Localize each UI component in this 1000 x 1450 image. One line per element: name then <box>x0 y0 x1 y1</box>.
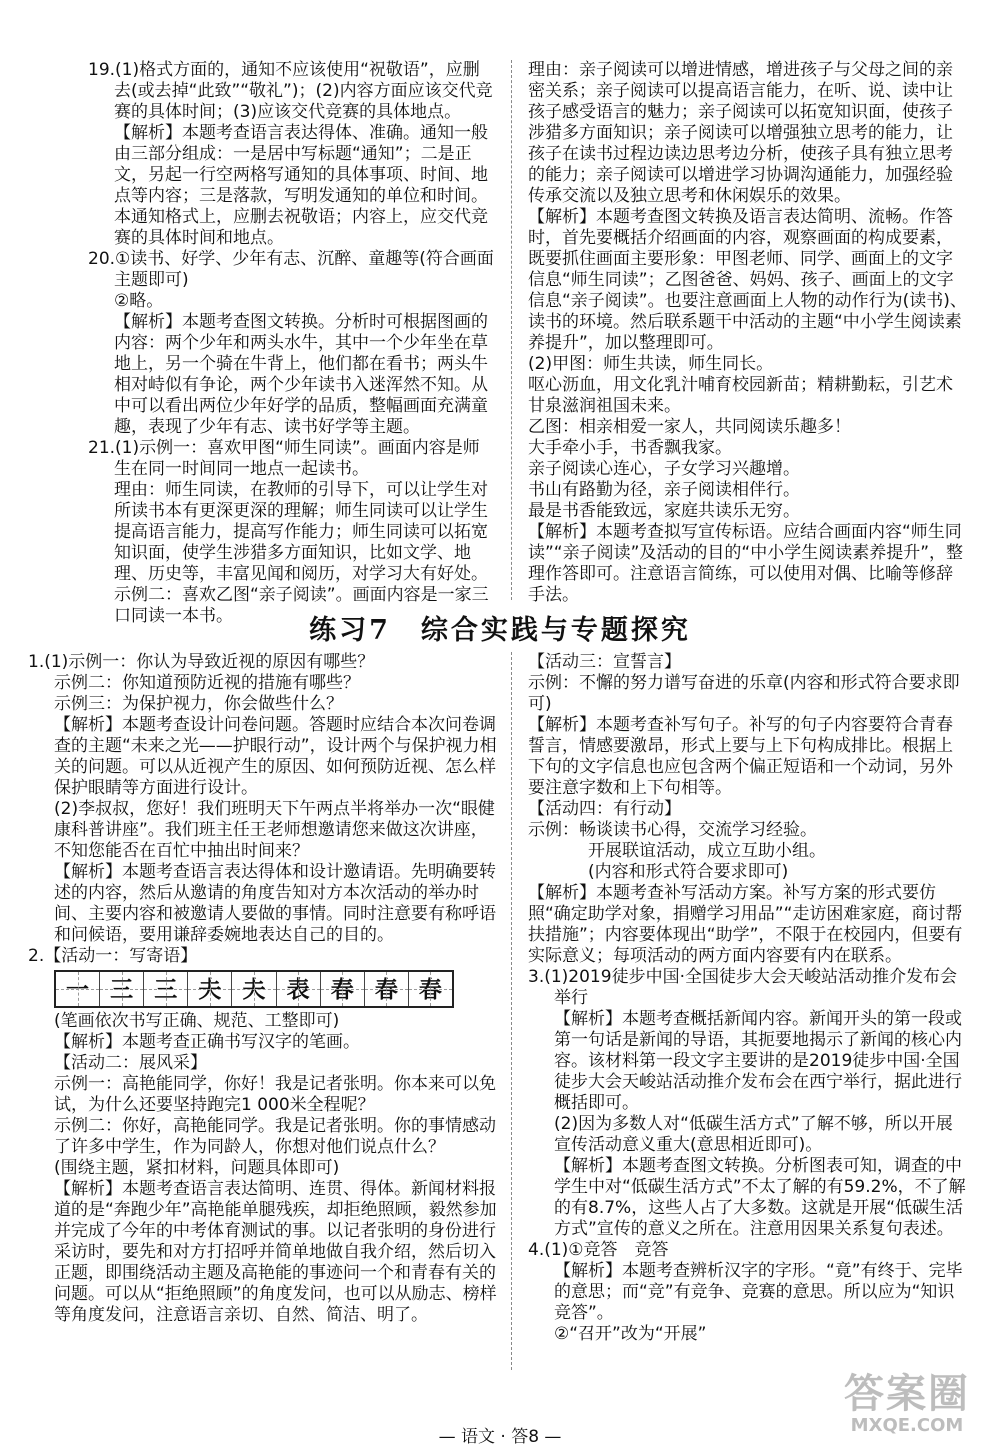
q1-example-1: 1.(1)示例一：你认为导致近视的原因有哪些？ <box>28 652 375 672</box>
stroke-cell: 表 <box>277 972 321 1006</box>
q1-example-3: 示例三：为保护视力，你会做些什么？ <box>54 694 343 714</box>
stroke-cell: 夫 <box>232 972 276 1006</box>
activity-2-note: (围绕主题，紧扣材料，问题具体即可) <box>54 1158 340 1178</box>
q21-reason-2: 理由：亲子阅读可以增进情感，增进孩子与父母之间的亲密关系；亲子阅读可以提高语言能力，在听、说、读中让孩子感受语言的魅力；亲子阅读可以拓宽知识面，使孩子涉猎多方面知识；亲子阅读可以增强独立思考的能力，让孩子在读书过程边读边思考边分析，使孩子具有独立思考的能力；亲子阅读可以增进学习协调沟通能力，加强经验传承交流以及独立思考和休闲娱乐的效果。 <box>528 60 953 206</box>
column-divider-bottom <box>511 652 512 1370</box>
activity-4-analysis: 【解析】本题考查补写活动方案。补写方案的形式要仿照“确定助学对象，捐赠学习用品”“走访困难家庭，商讨帮扶措施”；内容要体现出“助学”，不限于在校园内，但要有实际意义；每项活动的两方面内容要有内在联系。 <box>528 883 963 966</box>
q3-answer: 3.(1)2019徒步中国·全国徒步大会天峻站活动推介发布会举行 <box>528 967 957 1008</box>
activity-2-example-2: 示例二：你好，高艳能同学。我是记者张明。你的事情感动了许多中学生，作为同龄人，你想对他们说点什么？ <box>54 1116 496 1157</box>
slogan-3: 大手牵小手，书香飘我家。 <box>528 438 732 458</box>
q21-example2: 示例二：喜欢乙图“亲子阅读”。画面内容是一家三口同读一本书。 <box>114 585 489 626</box>
q20-answer-2: ②略。 <box>114 291 164 311</box>
q21-analysis: 【解析】本题考查图文转换及语言表达简明、流畅。作答时，首先要概括介绍画面的内容，观察画面的构成要素，既要抓住画面主要形象：甲图老师、同学、画面上的文字信息“师生同读”；乙图爸爸、妈妈、孩子、画面上的文字信息“亲子阅读”。也要注意画面上人物的动作行为(读书)、读书的环境。然后联系题干中活动的主题“中小学生阅读素养提升”，加以整理即可。 <box>528 207 967 353</box>
q20-analysis: 【解析】本题考查图文转换。分析时可根据图画的内容：两个少年和两头水牛，其中一个少年坐在草地上，另一个骑在牛背上，他们都在看书；两头牛相对峙似有争论，两个少年读书入迷浑然不知。从中可以看出两位少年好学的品质，整幅画面充满童趣，表现了少年有志、读书好学等主题。 <box>114 312 488 437</box>
q1-example-2: 示例二：你知道预防近视的措施有哪些？ <box>54 673 360 693</box>
activity-3-analysis: 【解析】本题考查补写句子。补写的句子内容要符合青春誓言，情感要激昂，形式上要与上下句构成排比。根据上下句的文字信息也应包含两个偏正短语和一个动词，另外要注意字数和上下句相等。 <box>528 715 953 798</box>
stroke-cell: 三 <box>144 972 188 1006</box>
stroke-note: (笔画依次书写正确、规范、工整即可) <box>54 1011 340 1031</box>
stroke-order-grid <box>54 970 454 1008</box>
q1-invitation-analysis: 【解析】本题考查语言表达得体和设计邀请语。先明确要转述的内容，然后从邀请的角度告知对方本次活动的举办时间、主要内容和被邀请人要做的事情。同时注意要有称呼语和问候语，要用谦辞委婉地表达自己的目的。 <box>54 862 496 945</box>
q1-invitation: (2)李叔叔，您好！我们班明天下午两点半将举办一次“眼健康科普讲座”。我们班主任王老师想邀请您来做这次讲座，不知您能否在百忙中抽出时间来？ <box>54 799 495 861</box>
activity-2-analysis: 【解析】本题考查语言表达简明、连贯、得体。新闻材料报道的是“奔跑少年”高艳能单腿残疾，却拒绝照顾，毅然参加并完成了今年的中考体育测试的事。以记者张明的身份进行采访时，要先和对方打招呼并简单地做自我介绍，然后切入正题，即围绕活动主题及高艳能的事迹问一个和青春有关的问题。可以从“拒绝照顾”的角度发问，也可以从励志、榜样等角度发问，注意语言亲切、自然、简洁、明了。 <box>54 1179 497 1325</box>
stroke-cell: 春 <box>365 972 409 1006</box>
activity-4-heading: 【活动四：有行动】 <box>528 799 681 819</box>
column-bottom-right <box>528 652 968 1345</box>
q4-analysis: 【解析】本题考查辨析汉字的字形。“竟”有终于、完毕的意思；而“竞”有竞争、竞赛的意思。所以应为“知识竞答”。 <box>554 1261 963 1323</box>
column-top-left <box>88 60 496 627</box>
stroke-cell: 春 <box>321 972 365 1006</box>
stroke-cell: 夫 <box>188 972 232 1006</box>
q20-answer: 20.①读书、好学、少年有志、沉醉、童趣等(符合画面主题即可) <box>88 249 494 290</box>
column-bottom-left <box>28 652 498 1326</box>
activity-3-heading: 【活动三：宣誓言】 <box>528 652 681 672</box>
stroke-cell: 三 <box>100 972 144 1006</box>
q3-analysis-2: 【解析】本题考查图文转换。分析图表可知，调查的中学生中对“低碳生活方式”不太了解的有59.2%，不了解的有8.7%，这些人占了大多数。这就是开展“低碳生活方式”宣传的意义之所在。注意用因果关系复句表述。 <box>554 1156 966 1239</box>
q19-answer: 19.(1)格式方面的，通知不应该使用“祝敬语”，应删去(或去掉“此致”“敬礼”)；(2)内容方面应该交代竞赛的具体时间；(3)应该交代竞赛的具体地点。 <box>88 60 493 122</box>
slogan-4: 亲子阅读心连心，子女学习兴趣增。 <box>528 459 800 479</box>
section-title: 练习7 综合实践与专题探究 <box>309 615 691 646</box>
stroke-analysis: 【解析】本题考查正确书写汉字的笔画。 <box>54 1032 360 1052</box>
q2-activity-1: 2.【活动一：写寄语】 <box>28 946 198 966</box>
watermark-logo-text: 答案圈 <box>844 1371 970 1417</box>
watermark-logo <box>832 1372 982 1442</box>
column-divider-top <box>511 60 512 600</box>
activity-3-example: 示例：不懈的努力谱写奋进的乐章(内容和形式符合要求即可) <box>528 673 960 714</box>
watermark-url: MXQE.COM <box>850 1415 964 1436</box>
stroke-cell: 一 <box>56 972 100 1006</box>
slogan-analysis: 【解析】本题考查拟写宣传标语。应结合画面内容“师生同读”“亲子阅读”及活动的目的“中小学生阅读素养提升”，整理作答即可。注意语言简练，可以使用对偶、比喻等修辞手法。 <box>528 522 964 605</box>
stroke-cell: 春 <box>409 972 452 1006</box>
q19-analysis: 【解析】本题考查语言表达得体、准确。通知一般由三部分组成：一是居中写标题“通知”；二是正文，另起一行空两格写通知的具体事项、时间、地点等内容；三是落款，写明发通知的单位和时间。本通知格式上，应删去祝敬语；内容上，应交代竞赛的具体时间和地点。 <box>114 123 488 248</box>
activity-4-example: 示例：畅谈读书心得，交流学习经验。 <box>528 820 817 840</box>
q21-part2: (2)甲图：师生共读，师生同长。 <box>528 354 774 374</box>
q21-reason: 理由：师生同读，在教师的引导下，可以让学生对所读书本有更深更深的理解；师生同读可以让学生提高语言能力，提高写作能力；师生同读可以拓宽知识面，使学生涉猎多方面知识，比如文学、地理、历史等，丰富见闻和阅历，对学习大有好处。 <box>114 480 488 584</box>
q4-answer-2: ②“召开”改为“开展” <box>554 1324 707 1344</box>
slogan-5: 书山有路勤为径，亲子阅读相伴行。 <box>528 480 800 500</box>
activity-2-example-1: 示例一：高艳能同学，你好！我是记者张明。你本来可以免试，为什么还要坚持跑完1 000米全程呢？ <box>54 1074 496 1115</box>
q1-analysis: 【解析】本题考查设计问卷问题。答题时应结合本次问卷调查的主题“未来之光——护眼行动”，设计两个与保护视力相关的问题。可以从近视产生的原因、如何预防近视、怎么样保护眼睛等方面进行设计。 <box>54 715 497 798</box>
slogan-1: 呕心沥血，用文化乳汁哺育校园新苗；精耕勤耘，引艺术甘泉滋润祖国未来。 <box>528 375 953 416</box>
slogan-2: 乙图：相亲相爱一家人，共同阅读乐趣多！ <box>528 417 851 437</box>
q3-analysis: 【解析】本题考查概括新闻内容。新闻开头的第一段或第一句话是新闻的导语，其扼要地揭示了新闻的核心内容。该材料第一段文字主要讲的是2019徒步中国·全国徒步大会天峻站活动推介发布会在西宁举行，据此进行概括即可。 <box>554 1009 962 1113</box>
slogan-6: 最是书香能致远，家庭共读乐无穷。 <box>528 501 800 521</box>
activity-2-heading: 【活动二：展风采】 <box>54 1053 207 1073</box>
q3-answer-2: (2)因为多数人对“低碳生活方式”了解不够，所以开展宣传活动意义重大(意思相近即可)。 <box>554 1114 953 1155</box>
q4-answer: 4.(1)①竞答 竞答 <box>528 1240 669 1260</box>
column-top-right <box>528 60 968 606</box>
activity-4-note: (内容和形式符合要求即可) <box>588 862 789 882</box>
q21-answer: 21.(1)示例一：喜欢甲图“师生同读”。画面内容是师生在同一时间同一地点一起读书。 <box>88 438 480 479</box>
activity-4-example-b: 开展联谊活动，成立互助小组。 <box>588 841 826 861</box>
page-footer: — 语文 · 答8 — <box>438 1427 562 1447</box>
